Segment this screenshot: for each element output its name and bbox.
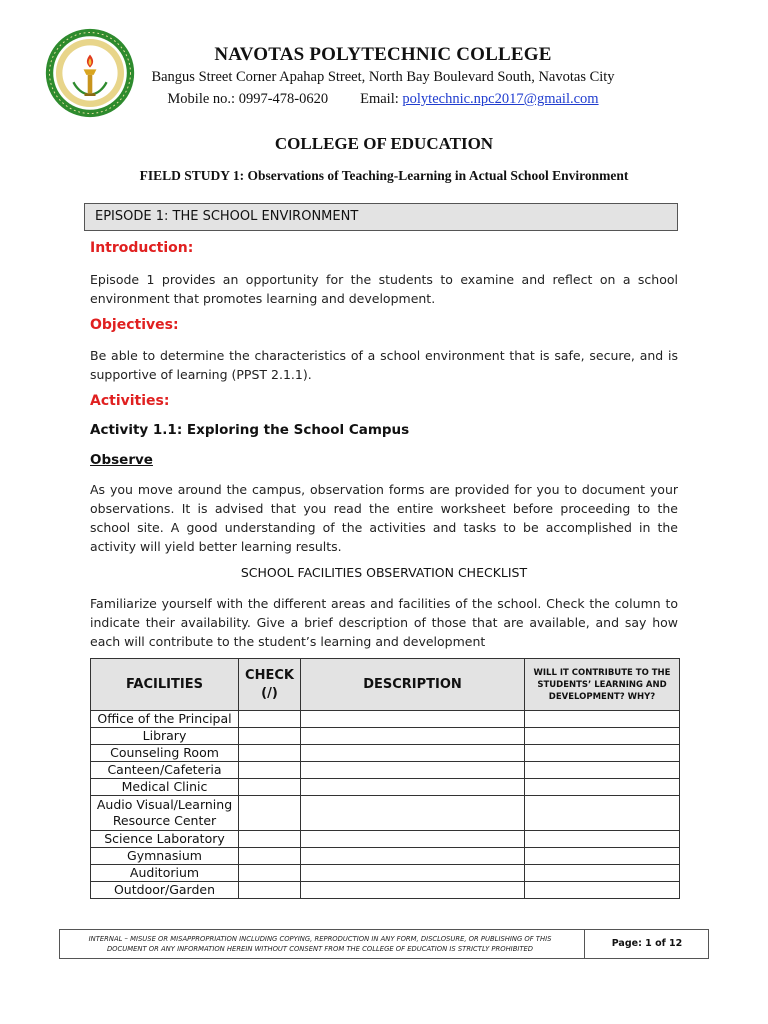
- table-row: [91, 865, 680, 882]
- contribution-cell[interactable]: [525, 865, 680, 882]
- check-cell[interactable]: [239, 762, 301, 779]
- department-title: COLLEGE OF EDUCATION: [274, 134, 494, 153]
- introduction-text: Episode 1 provides an opportunity for the students to examine and reflect on a school environment that promotes learning and development.: [90, 272, 678, 306]
- confidentiality-notice: [60, 934, 580, 954]
- description-cell[interactable]: [301, 848, 525, 865]
- description-cell[interactable]: [301, 762, 525, 779]
- facility-cell: Auditorium: [91, 865, 239, 882]
- college-name: NAVOTAS POLYTECHNIC COLLEGE: [214, 44, 552, 65]
- contribution-cell[interactable]: [525, 728, 680, 745]
- email-label: Email:: [360, 91, 399, 107]
- facility-cell: [91, 796, 239, 831]
- table-row: [91, 762, 680, 779]
- objectives-heading: Objectives:: [90, 317, 179, 333]
- description-cell[interactable]: [301, 728, 525, 745]
- table-row: [91, 779, 680, 796]
- facilities-checklist-table: [90, 658, 680, 899]
- check-label: CHECK: [245, 667, 294, 683]
- checklist-title: SCHOOL FACILITIES OBSERVATION CHECKLIST: [240, 565, 528, 580]
- description-cell[interactable]: [301, 865, 525, 882]
- field-study-title: FIELD STUDY 1: Observations of Teaching-Learning in Actual School Environment: [139, 168, 629, 183]
- contribution-cell[interactable]: [525, 848, 680, 865]
- observe-heading: Observe: [90, 452, 153, 468]
- table-row: [91, 848, 680, 865]
- table-row: [91, 796, 680, 831]
- notice-line-1: INTERNAL – MISUSE OR MISAPPROPRIATION INCLUDING COPYING, REPRODUCTION IN ANY FORM, DISCLOSURE, OR PUBLISHING OF THIS: [88, 935, 552, 943]
- table-row: [91, 882, 680, 899]
- table-row: [91, 745, 680, 762]
- column-header-check: [239, 659, 301, 711]
- contribution-cell[interactable]: [525, 711, 680, 728]
- facility-cell: Counseling Room: [91, 745, 239, 762]
- description-cell[interactable]: [301, 796, 525, 831]
- objectives-text: Be able to determine the characteristics of a school environment that is safe, secure, and is supportive of learning (PPST 2.1.1).: [90, 348, 678, 382]
- column-header-facilities: FACILITIES: [91, 659, 239, 711]
- observe-text: As you move around the campus, observation forms are provided for you to document your observations. It is advised that you read the entire worksheet before proceeding to the school site. A good understanding of the activities and tasks to be accomplished in the activity will yield better learning results.: [90, 482, 678, 554]
- column-header-description: DESCRIPTION: [301, 659, 525, 711]
- facility-cell: Gymnasium: [91, 848, 239, 865]
- check-cell[interactable]: [239, 745, 301, 762]
- college-address: Bangus Street Corner Apahap Street, North Bay Boulevard South, Navotas City: [151, 69, 615, 85]
- facility-cell: Medical Clinic: [91, 779, 239, 796]
- contact-line: [140, 91, 626, 108]
- table-row: [91, 711, 680, 728]
- description-cell[interactable]: [301, 831, 525, 848]
- check-mark-label: (/): [261, 685, 278, 701]
- facility-line-1: Audio Visual/Learning: [96, 797, 233, 812]
- contribution-cell[interactable]: [525, 745, 680, 762]
- facility-cell: Outdoor/Garden: [91, 882, 239, 899]
- page-footer: [59, 929, 709, 959]
- page-number: Page: 1 of 12: [611, 938, 683, 949]
- check-cell[interactable]: [239, 728, 301, 745]
- college-seal-logo: [44, 27, 136, 119]
- check-cell[interactable]: [239, 711, 301, 728]
- notice-line-2: DOCUMENT OR ANY INFORMATION HEREIN WITHOUT CONSENT FROM THE COLLEGE OF EDUCATION IS STRICTLY PROHIBITED: [106, 945, 534, 953]
- contribution-cell[interactable]: [525, 882, 680, 899]
- description-cell[interactable]: [301, 745, 525, 762]
- check-cell[interactable]: [239, 796, 301, 831]
- facility-line-2: Resource Center: [112, 813, 217, 828]
- check-cell[interactable]: [239, 882, 301, 899]
- facility-cell: Library: [91, 728, 239, 745]
- email-link[interactable]: polytechnic.npc2017@gmail.com: [402, 91, 599, 107]
- facility-cell: Science Laboratory: [91, 831, 239, 848]
- facility-cell: Office of the Principal: [91, 711, 239, 728]
- contribution-cell[interactable]: [525, 779, 680, 796]
- table-row: [91, 831, 680, 848]
- mobile-number: Mobile no.: 0997-478-0620: [167, 91, 329, 107]
- introduction-heading: Introduction:: [90, 240, 194, 256]
- facility-cell: Canteen/Cafeteria: [91, 762, 239, 779]
- description-cell[interactable]: [301, 779, 525, 796]
- check-cell[interactable]: [239, 779, 301, 796]
- contribution-cell[interactable]: [525, 831, 680, 848]
- activities-heading: Activities:: [90, 393, 170, 409]
- check-cell[interactable]: [239, 848, 301, 865]
- column-header-contribution: WILL IT CONTRIBUTE TO THE STUDENTS’ LEARNING AND DEVELOPMENT? WHY?: [525, 659, 680, 711]
- contribution-cell[interactable]: [525, 796, 680, 831]
- description-cell[interactable]: [301, 711, 525, 728]
- check-cell[interactable]: [239, 831, 301, 848]
- contribution-cell[interactable]: [525, 762, 680, 779]
- table-header-row: [91, 659, 680, 711]
- table-row: [91, 728, 680, 745]
- activity-title: Activity 1.1: Exploring the School Campus: [90, 422, 410, 438]
- check-cell[interactable]: [239, 865, 301, 882]
- episode-banner: EPISODE 1: THE SCHOOL ENVIRONMENT: [84, 203, 678, 231]
- description-cell[interactable]: [301, 882, 525, 899]
- checklist-instructions: Familiarize yourself with the different areas and facilities of the school. Check the column to indicate their availability. Give a brief description of those that are available, and say how each will contribute to the student’s learning and development: [90, 596, 678, 649]
